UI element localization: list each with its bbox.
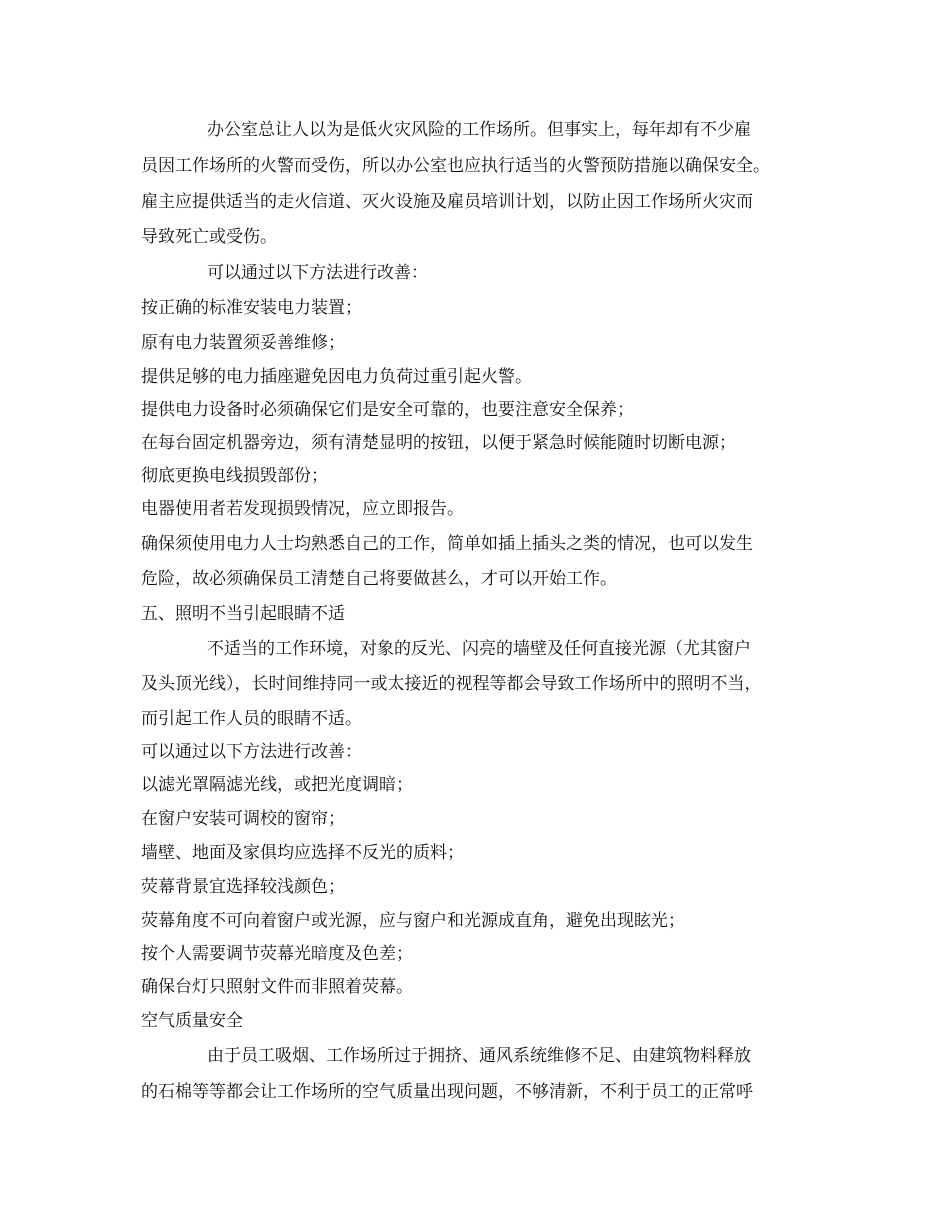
list-item: 电器使用者若发现损毁情况，应立即报告。: [141, 499, 464, 519]
paragraph-line: 导致死亡或受伤。: [141, 227, 277, 247]
list-item: 荧幕角度不可向着窗户或光源，应与窗户和光源成直角，避免出现眩光；: [141, 911, 685, 931]
paragraph-line: 而引起工作人员的眼睛不适。: [141, 709, 362, 729]
paragraph-line: 危险，故必须确保员工清楚自己将要做甚么，才可以开始工作。: [141, 569, 617, 589]
paragraph-line: 可以通过以下方法进行改善：: [141, 742, 362, 762]
list-item: 彻底更换电线损毁部份；: [141, 466, 328, 486]
paragraph-line: 及头顶光线），长时间维持同一或太接近的视程等都会导致工作场所中的照明不当，: [141, 674, 762, 694]
list-item: 提供电力设备时必须确保它们是安全可靠的，也要注意安全保养；: [141, 400, 634, 420]
paragraph-line: 员因工作场所的火警而受伤，所以办公室也应执行适当的火警预防措施以确保安全。: [141, 156, 770, 176]
list-item: 在每台固定机器旁边，须有清楚显明的按钮，以便于紧急时候能随时切断电源；: [141, 433, 736, 453]
list-item: 提供足够的电力插座避免因电力负荷过重引起火警。: [141, 367, 532, 387]
list-item: 以滤光罩隔滤光线，或把光度调暗；: [141, 775, 413, 795]
paragraph-line: 的石棉等等都会让工作场所的空气质量出现问题，不够清新，不利于员工的正常呼: [141, 1082, 753, 1102]
paragraph-line: 由于员工吸烟、工作场所过于拥挤、通风系统维修不足、由建筑物料释放: [207, 1046, 751, 1066]
list-item: 在窗户安装可调校的窗帘；: [141, 809, 345, 829]
list-item: 确保台灯只照射文件而非照着荧幕。: [141, 977, 413, 997]
paragraph-line: 不适当的工作环境，对象的反光、闪亮的墙壁及任何直接光源（尤其窗户: [207, 639, 751, 659]
list-item: 原有电力装置须妥善维修；: [141, 333, 345, 353]
paragraph-line: 办公室总让人以为是低火灾风险的工作场所。但事实上，每年却有不少雇: [207, 120, 751, 140]
list-item: 按正确的标准安装电力装置；: [141, 298, 362, 318]
paragraph-line: 可以通过以下方法进行改善：: [207, 263, 428, 283]
paragraph-line: 雇主应提供适当的走火信道、灭火设施及雇员培训计划，以防止因工作场所火灾而: [141, 192, 753, 212]
section-heading: 空气质量安全: [141, 1011, 243, 1031]
list-item: 荧幕背景宜选择较浅颜色；: [141, 877, 345, 897]
paragraph-line: 确保须使用电力人士均熟悉自己的工作，简单如插上插头之类的情况，也可以发生: [141, 534, 753, 554]
list-item: 按个人需要调节荧幕光暗度及色差；: [141, 944, 413, 964]
section-heading: 五、照明不当引起眼睛不适: [141, 604, 345, 624]
list-item: 墙壁、地面及家俱均应选择不反光的质料；: [141, 843, 464, 863]
